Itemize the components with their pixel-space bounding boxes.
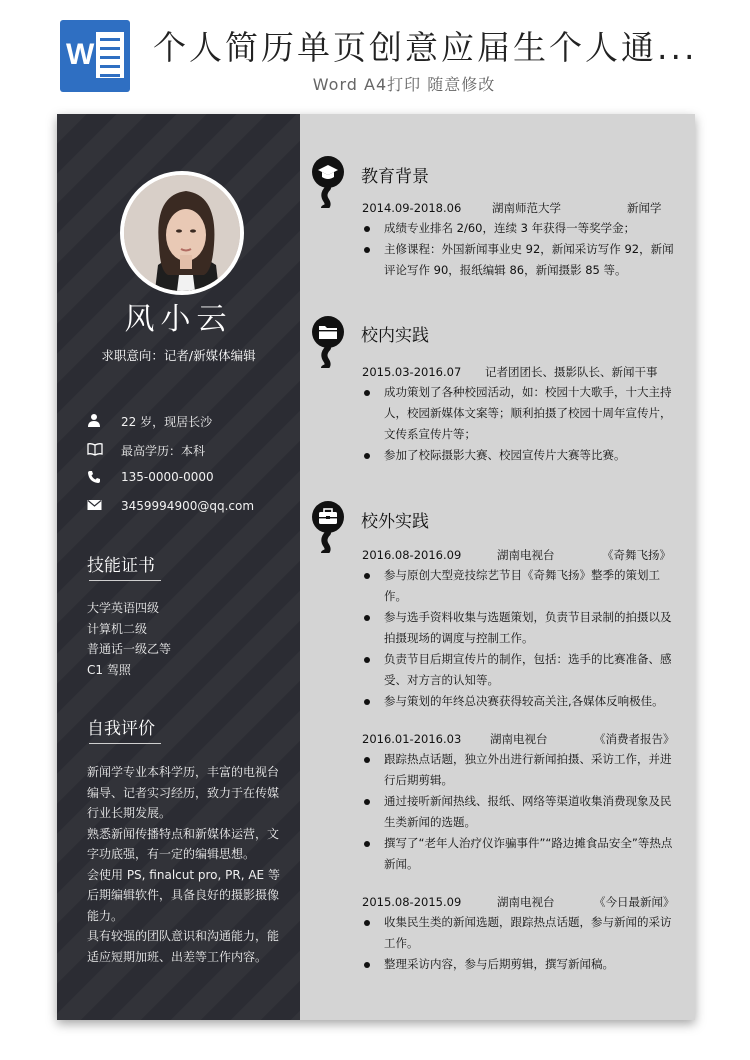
- left-sidebar: 风小云 求职意向：记者/新媒体编辑 22 岁，现居长沙 最高学历：本科 135-0000-0000 3459994900@qq.com 技能证书 大学英语四级 计算机二级 普通话一级乙等 C1 驾照 自我评价 新闻学专业本科学历，丰富的电视台 编导、记者实习经历，致力于在传媒 行业长期发展。 熟悉新闻传播特点和新媒体运营，文 字功底强，有一定的编辑思想。 会使用 PS, finalcut pro, PR, AE 等 后期编辑软件，具备良好的摄影摄像 能力。 具有较强的团队意识和沟通能力，能 适应短期加班、出差等工作内容。: [57, 114, 300, 1020]
- document-subtitle: Word A4打印 随意修改: [312, 75, 496, 94]
- list-item: 参与策划的年终总决赛获得较高关注,各媒体反响极佳。: [362, 691, 674, 712]
- list-item: 撰写了“老年人治疗仪诈骗事件”“路边摊食品安全”等热点新闻。: [362, 833, 674, 875]
- external-period: 2016.01-2016.03 湖南电视台 《消费者报告》: [362, 732, 675, 746]
- list-item: 大学英语四级: [87, 601, 160, 615]
- external-entry-3: [362, 892, 674, 975]
- person-icon: [87, 413, 101, 427]
- external-period: 2015.08-2015.09 湖南电视台 《今日最新闻》: [362, 895, 675, 909]
- list-item: 成功策划了各种校园活动，如：校园十大歌手，十大主持人，校园新媒体文案等；顺利拍摄了校园十周年宣传片，文传系宣传片等；: [362, 382, 674, 445]
- list-item: 普通话一级乙等: [87, 642, 172, 656]
- list-item: 跟踪热点话题，独立外出进行新闻拍摄、采访工作，并进行后期剪辑。: [362, 749, 674, 791]
- campus-period: 2015.03-2016.07 记者团团长、摄影队长、新闻干事: [362, 365, 658, 379]
- folder-icon: [310, 314, 346, 368]
- skills-list: [87, 598, 277, 680]
- list-item: 通过接听新闻热线、报纸、网络等渠道收集消费现象及民生类新闻的选题。: [362, 791, 674, 833]
- campus-block: [362, 362, 674, 466]
- list-item: 主修课程：外国新闻事业史 92，新闻采访写作 92，新闻评论写作 90，报纸编辑 86，新闻摄影 85 等。: [362, 239, 674, 281]
- education-block: [362, 198, 674, 281]
- list-item: 收集民生类的新闻选题，跟踪热点话题，参与新闻的采访工作。: [362, 912, 674, 954]
- book-icon: [87, 442, 103, 456]
- avatar-photo: [120, 171, 244, 295]
- skills-heading: 技能证书: [87, 556, 155, 576]
- list-item: 参与选手资料收集与选题策划，负责节目录制的拍摄以及拍摄现场的调度与控制工作。: [362, 607, 674, 649]
- document-title: 个人简历单页创意应届生个人通...: [153, 28, 698, 67]
- education-heading: 教育背景: [361, 167, 429, 187]
- list-item: 负责节目后期宣传片的制作，包括：选手的比赛准备、感受、对方言的认知等。: [362, 649, 674, 691]
- list-item: C1 驾照: [87, 662, 131, 677]
- external-entry-2: [362, 729, 674, 875]
- list-item: 计算机二级: [87, 621, 148, 636]
- job-intent: 求职意向：记者/新媒体编辑: [101, 348, 256, 363]
- list-item: 整理采访内容，参与后期剪辑，撰写新闻稿。: [362, 954, 674, 975]
- list-item: 参与原创大型竞技综艺节目《奇舞飞扬》整季的策划工作。: [362, 565, 674, 607]
- education-period: 2014.09-2018.06 湖南师范大学 新闻学: [362, 201, 662, 215]
- graduation-cap-icon: [310, 154, 346, 208]
- word-app-icon: W: [60, 20, 130, 92]
- candidate-name: 风小云: [124, 302, 233, 337]
- external-entry-1: [362, 545, 674, 712]
- mail-icon: [87, 499, 102, 511]
- self-eval-text: 新闻学专业本科学历，丰富的电视台 编导、记者实习经历，致力于在传媒 行业长期发展。 熟悉新闻传播特点和新媒体运营，文 字功底强，有一定的编辑思想。 会使用 PS, finalcut pro, PR, AE 等 后期编辑软件，具备良好的摄影摄像 能力。 具有较强的团队意识和沟通能力，能 适应短期加班、出差等工作内容。: [87, 765, 280, 964]
- external-period: 2016.08-2016.09 湖南电视台 《奇舞飞扬》: [362, 548, 671, 562]
- list-item: 成绩专业排名 2/60，连续 3 年获得一等奖学金；: [362, 218, 674, 239]
- phone-icon: [87, 470, 101, 484]
- self-eval-divider: [89, 743, 161, 744]
- self-eval-heading: 自我评价: [87, 719, 155, 739]
- skills-divider: [89, 580, 161, 581]
- resume-page: [57, 114, 695, 1020]
- list-item: 参加了校际摄影大赛、校园宣传片大赛等比赛。: [362, 445, 674, 466]
- briefcase-icon: [310, 499, 346, 553]
- external-heading: 校外实践: [361, 512, 429, 532]
- campus-heading: 校内实践: [361, 326, 429, 346]
